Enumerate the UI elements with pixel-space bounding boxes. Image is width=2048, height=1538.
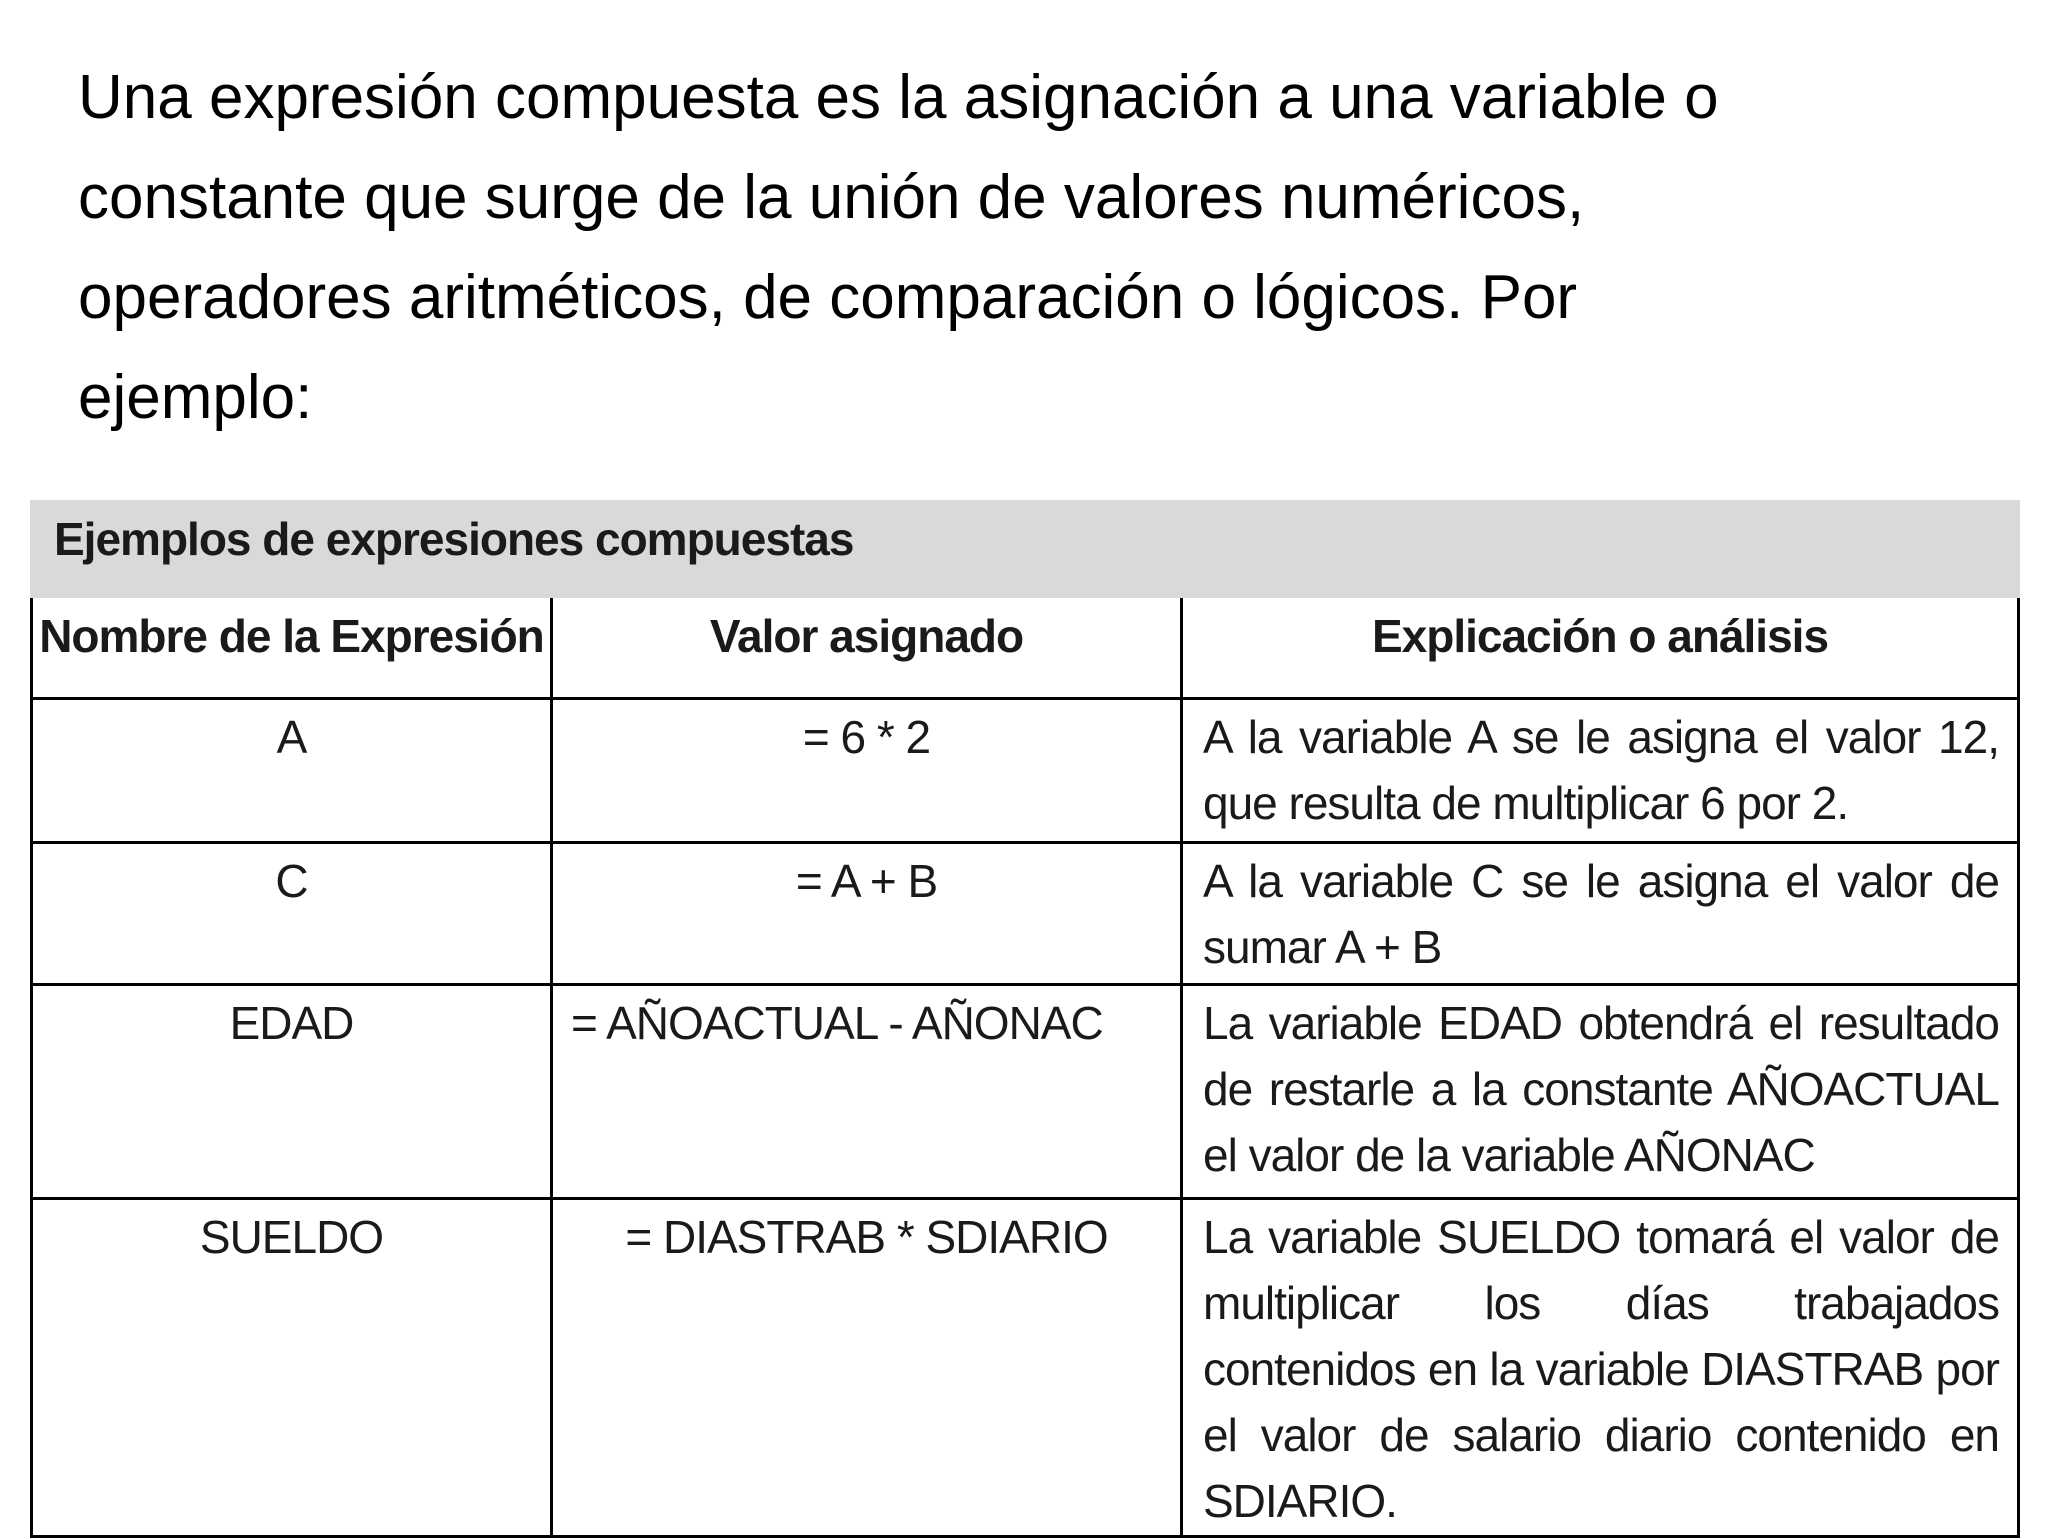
table-header-row bbox=[32, 598, 2019, 698]
cell-expression-name: EDAD bbox=[32, 984, 552, 1198]
header-assigned-value: Valor asignado bbox=[552, 598, 1182, 698]
cell-explanation: La variable SUELDO tomará el valor de multiplicar los días trabajados contenidos en la variable DIASTRAB por el valor de salario diario contenido en SDIARIO. bbox=[1182, 1198, 2019, 1536]
table-row bbox=[32, 698, 2019, 842]
intro-line: ejemplo: bbox=[78, 363, 313, 432]
table-row bbox=[32, 842, 2019, 984]
examples-table-block bbox=[30, 500, 2020, 1538]
cell-assigned-value: = 6 * 2 bbox=[552, 698, 1182, 842]
cell-expression-name: C bbox=[32, 842, 552, 984]
intro-paragraph bbox=[78, 48, 1978, 448]
cell-assigned-value: = A + B bbox=[552, 842, 1182, 984]
intro-line: operadores aritméticos, de comparación o lógicos. Por bbox=[78, 263, 1578, 332]
cell-explanation: La variable EDAD obtendrá el resultado de restarle a la constante AÑOACTUAL el valor de la variable AÑONAC bbox=[1182, 984, 2019, 1198]
cell-explanation: A la variable A se le asigna el valor 12, que resulta de multiplicar 6 por 2. bbox=[1182, 698, 2019, 842]
intro-line: Una expresión compuesta es la asignación a una variable o bbox=[78, 63, 1719, 132]
intro-line: constante que surge de la unión de valores numéricos, bbox=[78, 163, 1585, 232]
header-expression-name: Nombre de la Expresión bbox=[32, 598, 552, 698]
cell-expression-name: A bbox=[32, 698, 552, 842]
cell-explanation: A la variable C se le asigna el valor de sumar A + B bbox=[1182, 842, 2019, 984]
cell-assigned-value: = AÑOACTUAL - AÑONAC bbox=[552, 984, 1182, 1198]
table-row bbox=[32, 984, 2019, 1198]
cell-expression-name: SUELDO bbox=[32, 1198, 552, 1536]
table-row bbox=[32, 1198, 2019, 1536]
header-explanation: Explicación o análisis bbox=[1182, 598, 2019, 698]
table-caption: Ejemplos de expresiones compuestas bbox=[30, 500, 2020, 598]
cell-assigned-value: = DIASTRAB * SDIARIO bbox=[552, 1198, 1182, 1536]
examples-table bbox=[30, 598, 2020, 1538]
